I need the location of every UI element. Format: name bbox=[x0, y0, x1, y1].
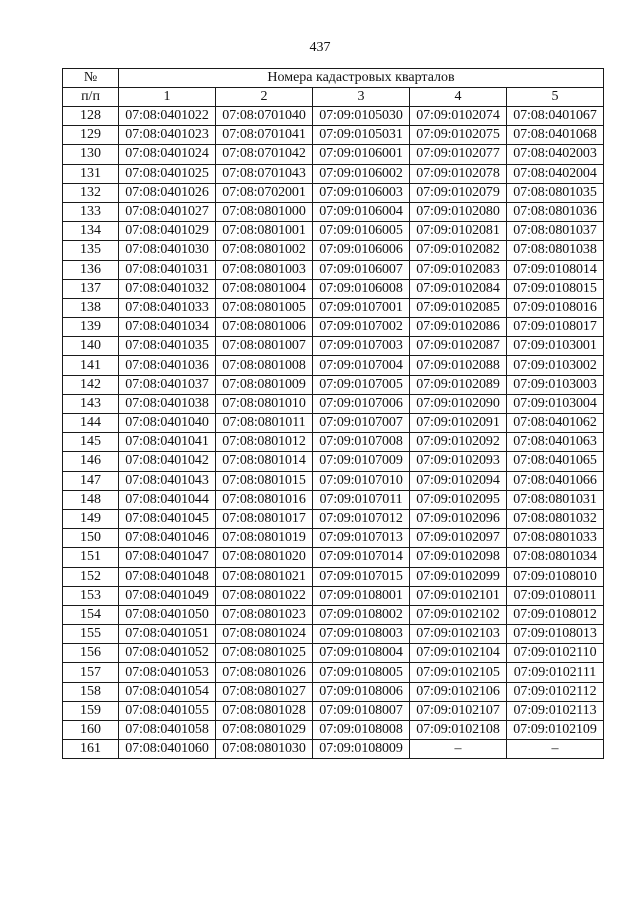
row-number: 156 bbox=[63, 644, 119, 663]
table-row bbox=[63, 222, 604, 241]
row-number: 150 bbox=[63, 529, 119, 548]
cadastral-quarter-cell: 07:08:0801031 bbox=[507, 490, 604, 509]
cadastral-quarter-cell: 07:08:0801007 bbox=[216, 337, 313, 356]
cadastral-quarter-cell: 07:08:0801026 bbox=[216, 663, 313, 682]
cadastral-quarter-cell: 07:08:0801027 bbox=[216, 682, 313, 701]
cadastral-quarter-cell: 07:09:0107004 bbox=[313, 356, 410, 375]
cadastral-quarter-cell: 07:09:0108004 bbox=[313, 644, 410, 663]
cadastral-quarter-cell: 07:09:0102077 bbox=[410, 145, 507, 164]
cadastral-quarter-cell: 07:09:0106006 bbox=[313, 241, 410, 260]
cadastral-quarter-cell: 07:09:0108002 bbox=[313, 605, 410, 624]
row-number: 146 bbox=[63, 452, 119, 471]
table-row bbox=[63, 145, 604, 164]
cadastral-quarter-cell: 07:09:0107005 bbox=[313, 375, 410, 394]
cadastral-quarter-cell: 07:09:0107012 bbox=[313, 509, 410, 528]
table-row bbox=[63, 663, 604, 682]
cadastral-quarter-cell: 07:08:0801020 bbox=[216, 548, 313, 567]
cadastral-quarter-cell: 07:08:0801037 bbox=[507, 222, 604, 241]
table-row bbox=[63, 509, 604, 528]
table-row bbox=[63, 107, 604, 126]
row-number: 158 bbox=[63, 682, 119, 701]
cadastral-quarter-cell: 07:09:0106003 bbox=[313, 183, 410, 202]
cadastral-quarter-cell: 07:08:0801011 bbox=[216, 414, 313, 433]
cadastral-quarter-cell: 07:09:0106004 bbox=[313, 202, 410, 221]
cadastral-quarter-cell: 07:09:0103003 bbox=[507, 375, 604, 394]
cadastral-quarter-cell: 07:08:0401065 bbox=[507, 452, 604, 471]
cadastral-quarter-cell: 07:08:0401042 bbox=[119, 452, 216, 471]
cadastral-quarter-cell: 07:08:0801006 bbox=[216, 318, 313, 337]
cadastral-quarter-cell: 07:09:0108014 bbox=[507, 260, 604, 279]
cadastral-quarter-cell: 07:09:0102092 bbox=[410, 433, 507, 452]
cadastral-quarter-cell: 07:08:0401024 bbox=[119, 145, 216, 164]
cadastral-quarter-cell: 07:08:0801024 bbox=[216, 625, 313, 644]
table-row bbox=[63, 471, 604, 490]
cadastral-quarter-cell: 07:08:0801008 bbox=[216, 356, 313, 375]
row-number: 159 bbox=[63, 701, 119, 720]
row-number: 133 bbox=[63, 202, 119, 221]
cadastral-quarter-cell: 07:08:0401038 bbox=[119, 394, 216, 413]
cadastral-quarter-cell: 07:09:0106002 bbox=[313, 164, 410, 183]
row-number: 132 bbox=[63, 183, 119, 202]
cadastral-quarter-cell: 07:09:0102102 bbox=[410, 605, 507, 624]
cadastral-quarter-cell: 07:09:0107002 bbox=[313, 318, 410, 337]
cadastral-quarter-cell: 07:09:0103004 bbox=[507, 394, 604, 413]
cadastral-quarter-cell: 07:08:0401046 bbox=[119, 529, 216, 548]
cadastral-quarter-cell: 07:09:0107011 bbox=[313, 490, 410, 509]
cadastral-quarter-cell: 07:09:0108003 bbox=[313, 625, 410, 644]
table-row bbox=[63, 701, 604, 720]
table-row bbox=[63, 241, 604, 260]
table-row bbox=[63, 202, 604, 221]
cadastral-quarter-cell: 07:09:0107007 bbox=[313, 414, 410, 433]
cadastral-quarter-cell: 07:09:0102075 bbox=[410, 126, 507, 145]
cadastral-quarter-cell: 07:09:0102113 bbox=[507, 701, 604, 720]
cadastral-quarter-cell: 07:08:0401040 bbox=[119, 414, 216, 433]
cadastral-quarter-cell: 07:08:0801016 bbox=[216, 490, 313, 509]
table-row bbox=[63, 740, 604, 759]
row-number: 140 bbox=[63, 337, 119, 356]
cadastral-quarter-cell: 07:08:0701042 bbox=[216, 145, 313, 164]
cadastral-quarter-cell: 07:09:0106005 bbox=[313, 222, 410, 241]
row-number: 142 bbox=[63, 375, 119, 394]
cadastral-quarter-cell: 07:09:0102104 bbox=[410, 644, 507, 663]
cadastral-quarter-cell: 07:08:0401045 bbox=[119, 509, 216, 528]
cadastral-quarter-cell: 07:08:0702001 bbox=[216, 183, 313, 202]
cadastral-quarter-cell: 07:08:0801004 bbox=[216, 279, 313, 298]
cadastral-quarter-cell: 07:09:0108001 bbox=[313, 586, 410, 605]
cadastral-quarter-cell: 07:08:0402003 bbox=[507, 145, 604, 164]
cadastral-quarter-cell: 07:09:0102101 bbox=[410, 586, 507, 605]
cadastral-quarter-cell: 07:09:0108009 bbox=[313, 740, 410, 759]
table-row bbox=[63, 183, 604, 202]
cadastral-quarter-cell: 07:09:0108013 bbox=[507, 625, 604, 644]
cadastral-quarter-cell: 07:08:0801005 bbox=[216, 298, 313, 317]
row-number: 161 bbox=[63, 740, 119, 759]
cadastral-quarter-cell: 07:09:0102083 bbox=[410, 260, 507, 279]
row-number: 134 bbox=[63, 222, 119, 241]
cadastral-quarter-cell: 07:09:0102111 bbox=[507, 663, 604, 682]
cadastral-quarter-cell: 07:08:0801032 bbox=[507, 509, 604, 528]
cadastral-quarter-cell: 07:08:0701043 bbox=[216, 164, 313, 183]
cadastral-quarter-cell: 07:08:0401022 bbox=[119, 107, 216, 126]
table-row bbox=[63, 490, 604, 509]
cadastral-quarter-cell: 07:08:0801038 bbox=[507, 241, 604, 260]
table-row bbox=[63, 433, 604, 452]
table-row bbox=[63, 337, 604, 356]
cadastral-quarter-cell: 07:09:0105030 bbox=[313, 107, 410, 126]
cadastral-quarter-cell: 07:08:0801029 bbox=[216, 721, 313, 740]
column-header-4: 4 bbox=[410, 88, 507, 107]
row-number: 155 bbox=[63, 625, 119, 644]
cadastral-quarter-cell: 07:08:0401043 bbox=[119, 471, 216, 490]
cadastral-quarter-cell: 07:09:0108006 bbox=[313, 682, 410, 701]
cadastral-quarter-cell: – bbox=[410, 740, 507, 759]
cadastral-quarter-cell: 07:08:0801017 bbox=[216, 509, 313, 528]
cadastral-quarter-cell: 07:08:0401066 bbox=[507, 471, 604, 490]
cadastral-quarter-cell: 07:08:0401058 bbox=[119, 721, 216, 740]
row-number: 149 bbox=[63, 509, 119, 528]
cadastral-quarter-cell: 07:08:0801021 bbox=[216, 567, 313, 586]
table-row bbox=[63, 625, 604, 644]
num-subheader: п/п bbox=[63, 88, 119, 107]
table-row bbox=[63, 298, 604, 317]
row-number: 136 bbox=[63, 260, 119, 279]
cadastral-quarter-cell: 07:08:0401025 bbox=[119, 164, 216, 183]
row-number: 151 bbox=[63, 548, 119, 567]
cadastral-quarter-cell: 07:08:0401023 bbox=[119, 126, 216, 145]
table-row bbox=[63, 164, 604, 183]
cadastral-quarter-cell: 07:08:0801001 bbox=[216, 222, 313, 241]
cadastral-quarter-cell: 07:09:0107015 bbox=[313, 567, 410, 586]
cadastral-quarter-cell: 07:08:0401054 bbox=[119, 682, 216, 701]
cadastral-quarter-cell: 07:08:0401033 bbox=[119, 298, 216, 317]
cadastral-quarter-cell: 07:09:0102089 bbox=[410, 375, 507, 394]
cadastral-quarter-cell: 07:09:0108016 bbox=[507, 298, 604, 317]
table-row bbox=[63, 414, 604, 433]
cadastral-quarter-cell: 07:08:0801015 bbox=[216, 471, 313, 490]
cadastral-quarter-cell: 07:08:0701040 bbox=[216, 107, 313, 126]
cadastral-quarter-cell: 07:08:0401027 bbox=[119, 202, 216, 221]
cadastral-quarter-cell: 07:09:0105031 bbox=[313, 126, 410, 145]
cadastral-quarter-cell: 07:09:0102082 bbox=[410, 241, 507, 260]
cadastral-quarter-cell: 07:09:0107013 bbox=[313, 529, 410, 548]
cadastral-quarter-cell: 07:08:0401035 bbox=[119, 337, 216, 356]
cadastral-quarter-cell: 07:08:0801034 bbox=[507, 548, 604, 567]
cadastral-quarter-cell: 07:09:0102112 bbox=[507, 682, 604, 701]
row-number: 144 bbox=[63, 414, 119, 433]
row-number: 145 bbox=[63, 433, 119, 452]
cadastral-quarter-cell: 07:08:0401037 bbox=[119, 375, 216, 394]
cadastral-quarter-cell: 07:09:0108008 bbox=[313, 721, 410, 740]
cadastral-quarter-cell: 07:08:0401048 bbox=[119, 567, 216, 586]
row-number: 131 bbox=[63, 164, 119, 183]
cadastral-quarter-cell: 07:09:0108012 bbox=[507, 605, 604, 624]
cadastral-quarter-cell: 07:08:0402004 bbox=[507, 164, 604, 183]
table-header-row bbox=[63, 69, 604, 88]
cadastral-quarter-cell: 07:08:0401052 bbox=[119, 644, 216, 663]
cadastral-quarter-cell: 07:09:0102106 bbox=[410, 682, 507, 701]
cadastral-quarter-cell: 07:09:0107006 bbox=[313, 394, 410, 413]
cadastral-quarter-cell: 07:08:0801003 bbox=[216, 260, 313, 279]
cadastral-quarter-cell: 07:08:0401067 bbox=[507, 107, 604, 126]
cadastral-quarter-cell: 07:08:0401034 bbox=[119, 318, 216, 337]
cadastral-quarter-cell: 07:08:0801010 bbox=[216, 394, 313, 413]
cadastral-quarter-cell: 07:08:0801022 bbox=[216, 586, 313, 605]
cadastral-quarter-cell: 07:09:0102108 bbox=[410, 721, 507, 740]
cadastral-quarter-cell: 07:08:0401068 bbox=[507, 126, 604, 145]
cadastral-quarter-cell: 07:09:0108005 bbox=[313, 663, 410, 682]
table-row bbox=[63, 126, 604, 145]
row-number: 138 bbox=[63, 298, 119, 317]
cadastral-quarter-cell: 07:09:0106008 bbox=[313, 279, 410, 298]
cadastral-quarter-cell: 07:08:0401051 bbox=[119, 625, 216, 644]
cadastral-quarter-cell: – bbox=[507, 740, 604, 759]
cadastral-quarter-cell: 07:09:0103001 bbox=[507, 337, 604, 356]
cadastral-quarter-cell: 07:08:0401029 bbox=[119, 222, 216, 241]
cadastral-quarter-cell: 07:08:0401055 bbox=[119, 701, 216, 720]
table-row bbox=[63, 548, 604, 567]
cadastral-quarter-cell: 07:09:0107009 bbox=[313, 452, 410, 471]
cadastral-quarter-cell: 07:08:0801028 bbox=[216, 701, 313, 720]
table-row bbox=[63, 375, 604, 394]
row-number: 152 bbox=[63, 567, 119, 586]
cadastral-quarter-cell: 07:09:0107008 bbox=[313, 433, 410, 452]
cadastral-quarter-cell: 07:09:0107001 bbox=[313, 298, 410, 317]
cadastral-quarter-cell: 07:08:0401060 bbox=[119, 740, 216, 759]
table-row bbox=[63, 586, 604, 605]
row-number: 139 bbox=[63, 318, 119, 337]
cadastral-quarter-cell: 07:08:0401049 bbox=[119, 586, 216, 605]
cadastral-quarter-cell: 07:09:0103002 bbox=[507, 356, 604, 375]
row-number: 147 bbox=[63, 471, 119, 490]
cadastral-quarter-cell: 07:09:0102079 bbox=[410, 183, 507, 202]
cadastral-quarter-cell: 07:09:0108015 bbox=[507, 279, 604, 298]
cadastral-quarter-cell: 07:09:0102105 bbox=[410, 663, 507, 682]
row-number: 130 bbox=[63, 145, 119, 164]
table-row bbox=[63, 279, 604, 298]
row-number: 160 bbox=[63, 721, 119, 740]
cadastral-quarter-cell: 07:09:0102081 bbox=[410, 222, 507, 241]
cadastral-quarter-cell: 07:09:0102093 bbox=[410, 452, 507, 471]
row-number: 154 bbox=[63, 605, 119, 624]
table-row bbox=[63, 318, 604, 337]
column-header-3: 3 bbox=[313, 88, 410, 107]
cadastral-quarter-cell: 07:08:0401053 bbox=[119, 663, 216, 682]
row-number: 148 bbox=[63, 490, 119, 509]
cadastral-quarter-cell: 07:09:0106001 bbox=[313, 145, 410, 164]
table-row bbox=[63, 644, 604, 663]
row-number: 141 bbox=[63, 356, 119, 375]
cadastral-quarter-cell: 07:09:0102091 bbox=[410, 414, 507, 433]
cadastral-quarter-cell: 07:09:0102094 bbox=[410, 471, 507, 490]
cadastral-quarter-cell: 07:08:0401062 bbox=[507, 414, 604, 433]
cadastral-quarter-cell: 07:08:0801012 bbox=[216, 433, 313, 452]
cadastral-quarter-cell: 07:08:0801000 bbox=[216, 202, 313, 221]
table-row bbox=[63, 356, 604, 375]
cadastral-quarter-cell: 07:09:0102087 bbox=[410, 337, 507, 356]
cadastral-quarter-cell: 07:08:0401041 bbox=[119, 433, 216, 452]
cadastral-quarter-cell: 07:08:0801009 bbox=[216, 375, 313, 394]
cadastral-quarter-cell: 07:09:0102098 bbox=[410, 548, 507, 567]
table-body bbox=[63, 107, 604, 759]
cadastral-quarter-cell: 07:09:0102103 bbox=[410, 625, 507, 644]
cadastral-quarter-cell: 07:08:0801014 bbox=[216, 452, 313, 471]
column-header-5: 5 bbox=[507, 88, 604, 107]
cadastral-quarter-cell: 07:09:0107010 bbox=[313, 471, 410, 490]
cadastral-quarter-cell: 07:08:0401030 bbox=[119, 241, 216, 260]
table-row bbox=[63, 721, 604, 740]
cadastral-quarter-cell: 07:08:0401031 bbox=[119, 260, 216, 279]
cadastral-quarter-cell: 07:08:0801023 bbox=[216, 605, 313, 624]
cadastral-quarter-cell: 07:09:0102086 bbox=[410, 318, 507, 337]
cadastral-quarter-cell: 07:08:0401032 bbox=[119, 279, 216, 298]
cadastral-quarter-cell: 07:09:0102080 bbox=[410, 202, 507, 221]
table-row bbox=[63, 567, 604, 586]
cadastral-quarter-cell: 07:09:0108011 bbox=[507, 586, 604, 605]
cadastral-quarter-cell: 07:08:0401047 bbox=[119, 548, 216, 567]
table-row bbox=[63, 260, 604, 279]
row-number: 128 bbox=[63, 107, 119, 126]
cadastral-quarter-cell: 07:08:0401036 bbox=[119, 356, 216, 375]
cadastral-quarter-cell: 07:08:0401044 bbox=[119, 490, 216, 509]
cadastral-quarter-cell: 07:08:0401050 bbox=[119, 605, 216, 624]
table-row bbox=[63, 394, 604, 413]
cadastral-quarter-cell: 07:08:0801025 bbox=[216, 644, 313, 663]
cadastral-quarter-cell: 07:08:0801033 bbox=[507, 529, 604, 548]
cadastral-quarter-cell: 07:09:0102110 bbox=[507, 644, 604, 663]
cadastral-quarter-cell: 07:08:0801002 bbox=[216, 241, 313, 260]
cadastral-quarter-cell: 07:09:0108017 bbox=[507, 318, 604, 337]
cadastral-quarter-cell: 07:08:0801035 bbox=[507, 183, 604, 202]
num-header: № bbox=[63, 69, 119, 88]
cadastral-quarter-cell: 07:08:0801036 bbox=[507, 202, 604, 221]
cadastral-quarter-cell: 07:08:0801019 bbox=[216, 529, 313, 548]
cadastral-quarter-cell: 07:09:0102099 bbox=[410, 567, 507, 586]
row-number: 135 bbox=[63, 241, 119, 260]
cadastral-quarter-cell: 07:08:0401026 bbox=[119, 183, 216, 202]
row-number: 129 bbox=[63, 126, 119, 145]
cadastral-quarters-table bbox=[62, 68, 604, 759]
cadastral-quarter-cell: 07:09:0102088 bbox=[410, 356, 507, 375]
cadastral-quarter-cell: 07:09:0102097 bbox=[410, 529, 507, 548]
table-row bbox=[63, 605, 604, 624]
table-row bbox=[63, 452, 604, 471]
row-number: 157 bbox=[63, 663, 119, 682]
column-header-1: 1 bbox=[119, 88, 216, 107]
cadastral-quarter-cell: 07:09:0107014 bbox=[313, 548, 410, 567]
cadastral-quarter-cell: 07:09:0102090 bbox=[410, 394, 507, 413]
cadastral-quarter-cell: 07:09:0102085 bbox=[410, 298, 507, 317]
cadastral-quarter-cell: 07:09:0102084 bbox=[410, 279, 507, 298]
column-header-2: 2 bbox=[216, 88, 313, 107]
table-row bbox=[63, 529, 604, 548]
cadastral-quarter-cell: 07:09:0102095 bbox=[410, 490, 507, 509]
row-number: 137 bbox=[63, 279, 119, 298]
cadastral-quarter-cell: 07:09:0106007 bbox=[313, 260, 410, 279]
cadastral-quarter-cell: 07:09:0107003 bbox=[313, 337, 410, 356]
cadastral-quarter-cell: 07:09:0108010 bbox=[507, 567, 604, 586]
cadastral-quarter-cell: 07:09:0102096 bbox=[410, 509, 507, 528]
row-number: 143 bbox=[63, 394, 119, 413]
cadastral-quarter-cell: 07:09:0102109 bbox=[507, 721, 604, 740]
group-header: Номера кадастровых кварталов bbox=[119, 69, 604, 88]
page-number: 437 bbox=[309, 40, 331, 55]
cadastral-quarter-cell: 07:09:0102078 bbox=[410, 164, 507, 183]
cadastral-quarter-cell: 07:09:0102107 bbox=[410, 701, 507, 720]
cadastral-quarter-cell: 07:09:0108007 bbox=[313, 701, 410, 720]
cadastral-quarter-cell: 07:08:0701041 bbox=[216, 126, 313, 145]
row-number: 153 bbox=[63, 586, 119, 605]
cadastral-quarter-cell: 07:08:0801030 bbox=[216, 740, 313, 759]
table-subheader-row bbox=[63, 88, 604, 107]
cadastral-quarter-cell: 07:08:0401063 bbox=[507, 433, 604, 452]
table-row bbox=[63, 682, 604, 701]
cadastral-quarter-cell: 07:09:0102074 bbox=[410, 107, 507, 126]
